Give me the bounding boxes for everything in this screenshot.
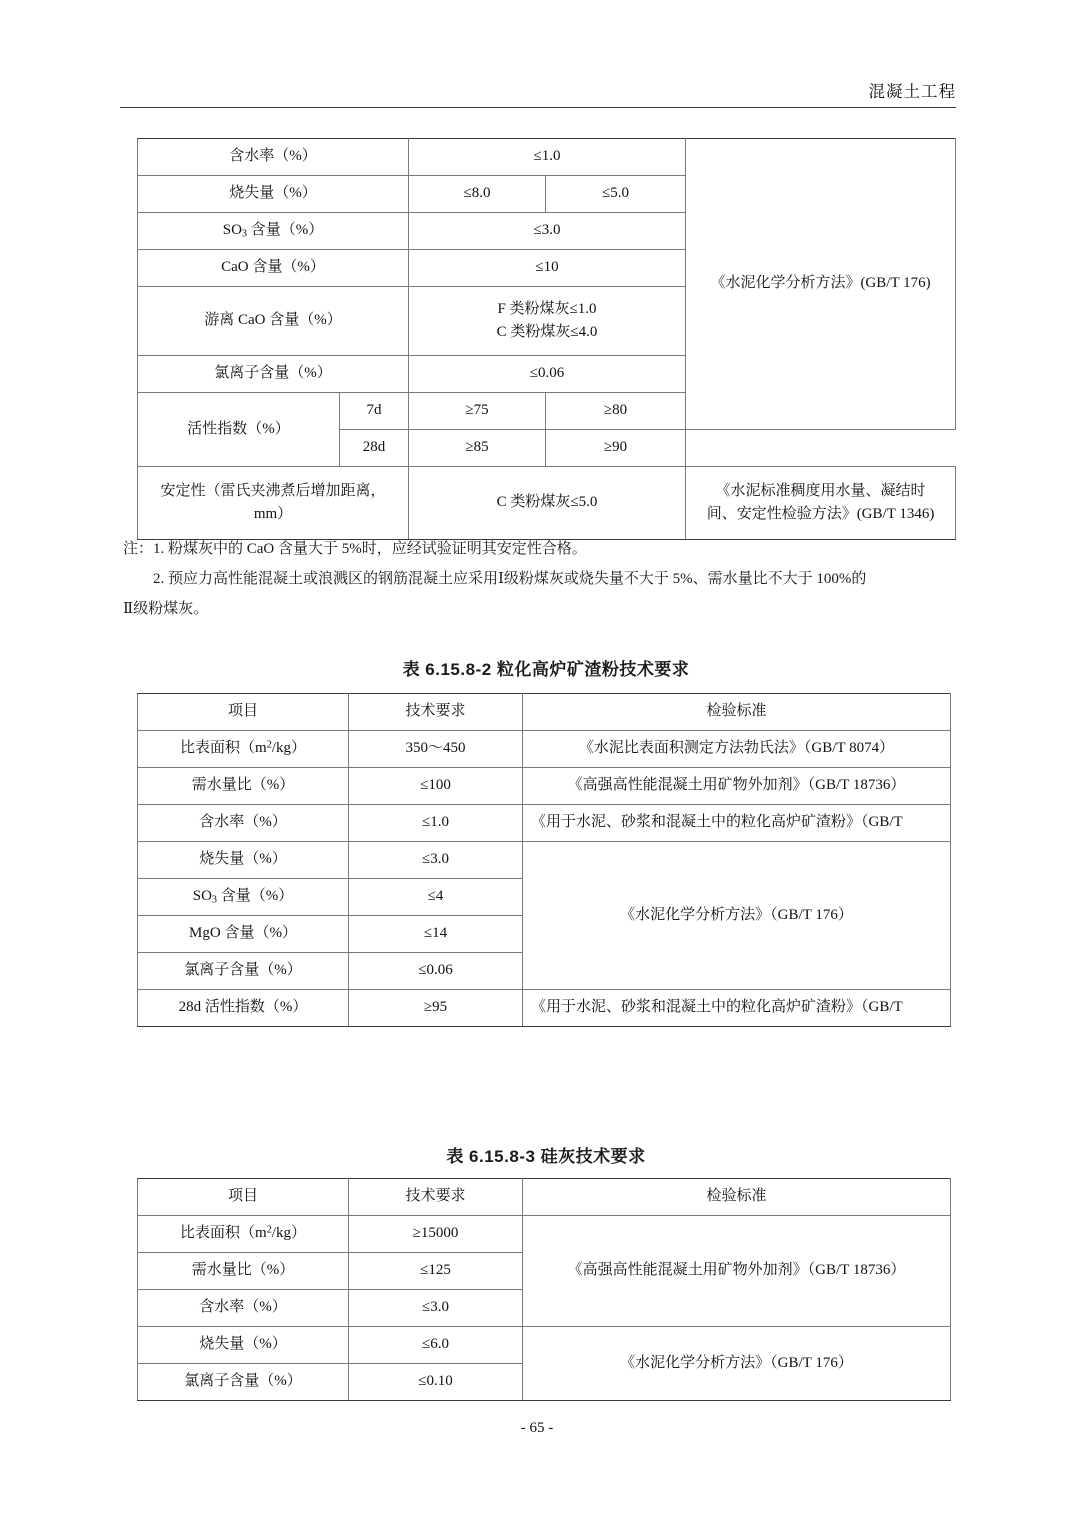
cell-item: 烧失量（%） bbox=[138, 1327, 349, 1364]
cell-requirement: ≤14 bbox=[349, 916, 523, 953]
table-3 bbox=[137, 1178, 951, 1401]
cell-age-28d: 28d bbox=[340, 430, 409, 467]
cell-activity-a-7d: ≥75 bbox=[409, 393, 546, 430]
cell-requirement: ≤6.0 bbox=[349, 1327, 523, 1364]
cell-age-7d: 7d bbox=[340, 393, 409, 430]
note-2-line-2: Ⅱ级粉煤灰。 bbox=[123, 601, 209, 617]
cell-value: ≤0.06 bbox=[409, 356, 686, 393]
page-number: - 65 - bbox=[520, 1420, 554, 1436]
header-standard: 检验标准 bbox=[523, 694, 951, 731]
running-header bbox=[120, 82, 956, 108]
cell-item: 氯离子含量（%） bbox=[138, 953, 349, 990]
table-row bbox=[138, 731, 951, 768]
cell-value bbox=[409, 287, 686, 356]
cell-standard-main bbox=[686, 139, 956, 430]
table-1 bbox=[137, 138, 956, 540]
header-title: 混凝土工程 bbox=[868, 82, 956, 101]
soundness-line-1: 安定性（雷氏夹沸煮后增加距离， bbox=[160, 482, 386, 499]
cell-item: 比表面积$(m^2/kg)$ bbox=[138, 1216, 349, 1253]
cell-standard-merged-top: 《高强高性能混凝土用矿物外加剂》（GB/T 18736） bbox=[523, 1216, 951, 1327]
table-row bbox=[138, 467, 956, 540]
table-silica-fume bbox=[137, 1178, 950, 1401]
cell-standard-merged: 《水泥化学分析方法》（GB/T 176） bbox=[523, 842, 951, 990]
cell-value: ≤1.0 bbox=[409, 139, 686, 176]
table-row bbox=[138, 1327, 951, 1364]
cell-requirement: ≤125 bbox=[349, 1253, 523, 1290]
cell-item: 氯离子含量（%） bbox=[138, 356, 409, 393]
header-standard: 检验标准 bbox=[523, 1179, 951, 1216]
header-requirement: 技术要求 bbox=[349, 1179, 523, 1216]
table-header-row bbox=[138, 1179, 951, 1216]
superscript-2: 2 bbox=[266, 1224, 272, 1236]
cell-activity-b-7d: ≥80 bbox=[546, 393, 686, 430]
cell-value-a: ≤8.0 bbox=[409, 176, 546, 213]
cell-item-soundness bbox=[138, 467, 409, 540]
superscript-2: 2 bbox=[266, 739, 272, 751]
cell-item: 需水量比（%） bbox=[138, 1253, 349, 1290]
cell-requirement: 350～450 bbox=[349, 731, 523, 768]
page-footer bbox=[0, 1420, 1074, 1437]
table-3-caption: 表 6.15.8-3 硅灰技术要求 bbox=[446, 1147, 646, 1166]
table-row bbox=[138, 842, 951, 879]
cell-requirement: ≤4 bbox=[349, 879, 523, 916]
table-row bbox=[138, 805, 951, 842]
cell-requirement: ≤1.0 bbox=[349, 805, 523, 842]
cell-requirement: ≤0.10 bbox=[349, 1364, 523, 1401]
cell-value: ≤3.0 bbox=[409, 213, 686, 250]
cell-item: 烧失量（%） bbox=[138, 176, 409, 213]
cell-requirement: ≤0.06 bbox=[349, 953, 523, 990]
cell-item: $SO_3$ 含量（%） bbox=[138, 879, 349, 916]
cell-item: 需水量比（%） bbox=[138, 768, 349, 805]
table-row bbox=[138, 768, 951, 805]
cell-value-line-2: C 类粉煤灰≤4.0 bbox=[496, 324, 598, 340]
cell-value-line-1: F 类粉煤灰≤1.0 bbox=[497, 300, 597, 317]
note-1: 注：1. 粉煤灰中的 CaO 含量大于 5%时，应经试验证明其安定性合格。 bbox=[123, 541, 587, 557]
cell-item-activity-index: 活性指数（%） bbox=[138, 393, 340, 467]
cell-standard: 《高强高性能混凝土用矿物外加剂》（GB/T 18736） bbox=[523, 768, 951, 805]
cell-item: 含水率（%） bbox=[138, 139, 409, 176]
cell-requirement: ≤100 bbox=[349, 768, 523, 805]
header-requirement: 技术要求 bbox=[349, 694, 523, 731]
table-2-caption: 表 6.15.8-2 粒化高炉矿渣粉技术要求 bbox=[402, 660, 690, 679]
cell-item: 氯离子含量（%） bbox=[138, 1364, 349, 1401]
table-slag-powder bbox=[137, 693, 950, 1027]
table-fly-ash-continued bbox=[137, 138, 955, 540]
table-row bbox=[138, 1216, 951, 1253]
subscript-3: 3 bbox=[211, 894, 218, 906]
cell-item: $SO_3$ 含量（%） bbox=[138, 213, 409, 250]
table-2 bbox=[137, 693, 951, 1027]
cell-standard-merged-bottom: 《水泥化学分析方法》（GB/T 176） bbox=[523, 1327, 951, 1401]
cell-value-b: ≤5.0 bbox=[546, 176, 686, 213]
cell-item: MgO 含量（%） bbox=[138, 916, 349, 953]
cell-item: 含水率（%） bbox=[138, 1290, 349, 1327]
table-row bbox=[138, 990, 951, 1027]
header-rule bbox=[120, 107, 956, 108]
cell-standard: 《用于水泥、砂浆和混凝土中的粒化高炉矿渣粉》（GB/T bbox=[523, 805, 951, 842]
soundness-line-2: mm） bbox=[253, 506, 293, 522]
standard-soundness-line-2: 间、安定性检验方法》(GB/T 1346) bbox=[706, 506, 935, 522]
cell-value: ≤10 bbox=[409, 250, 686, 287]
table-row bbox=[138, 139, 956, 176]
table-notes bbox=[123, 534, 963, 624]
table-header-row bbox=[138, 694, 951, 731]
cell-item: 比表面积$(m^2/kg)$ bbox=[138, 731, 349, 768]
standard-main-text: 《水泥化学分析方法》(GB/T 176) bbox=[710, 275, 931, 292]
cell-value-soundness: C 类粉煤灰≤5.0 bbox=[409, 467, 686, 540]
cell-requirement: ≥95 bbox=[349, 990, 523, 1027]
cell-item: 28d 活性指数（%） bbox=[138, 990, 349, 1027]
cell-requirement: ≥15000 bbox=[349, 1216, 523, 1253]
cell-requirement: ≤3.0 bbox=[349, 842, 523, 879]
note-2-line-1: 2. 预应力高性能混凝土或浪溅区的钢筋混凝土应采用Ⅰ级粉煤灰或烧失量不大于 5%、需水量比不大于 100%的 bbox=[153, 571, 867, 587]
cell-item: 含水率（%） bbox=[138, 805, 349, 842]
cell-standard: 《水泥比表面积测定方法勃氏法》（GB/T 8074） bbox=[523, 731, 951, 768]
header-item: 项目 bbox=[138, 1179, 349, 1216]
cell-activity-b-28d: ≥90 bbox=[546, 430, 686, 467]
cell-standard-soundness bbox=[686, 467, 956, 540]
cell-activity-a-28d: ≥85 bbox=[409, 430, 546, 467]
cell-requirement: ≤3.0 bbox=[349, 1290, 523, 1327]
subscript-3: 3 bbox=[241, 228, 248, 240]
cell-standard: 《用于水泥、砂浆和混凝土中的粒化高炉矿渣粉》（GB/T bbox=[523, 990, 951, 1027]
standard-soundness-line-1: 《水泥标准稠度用水量、凝结时 bbox=[715, 482, 926, 499]
cell-item: 游离 CaO 含量（%） bbox=[138, 287, 409, 356]
header-item: 项目 bbox=[138, 694, 349, 731]
cell-item: CaO 含量（%） bbox=[138, 250, 409, 287]
cell-item: 烧失量（%） bbox=[138, 842, 349, 879]
